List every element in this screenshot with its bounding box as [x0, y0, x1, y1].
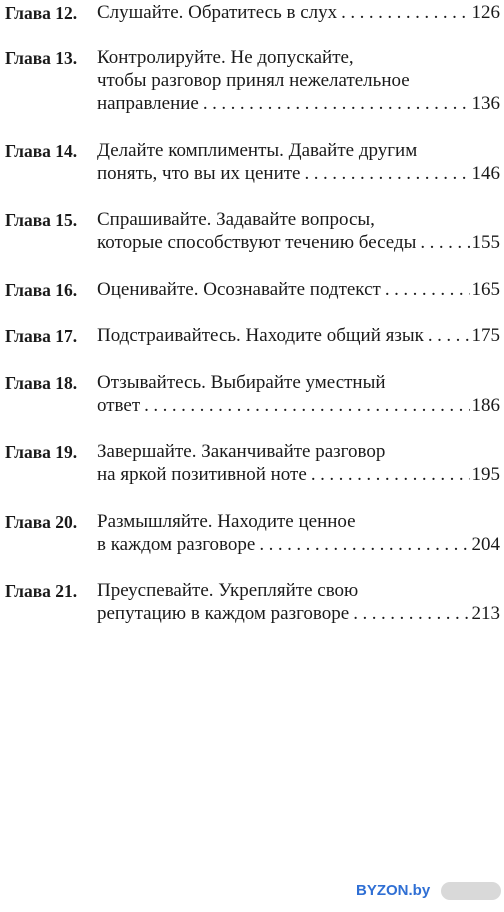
chapter-label: Глава 12. — [5, 3, 78, 23]
chapter-title-line: Делайте комплименты. Давайте другим — [97, 140, 418, 161]
chapter-title: в каждом разговоре — [97, 534, 256, 555]
toc-line — [97, 2, 500, 24]
page-number: 175 — [471, 325, 500, 346]
toc-line — [97, 163, 500, 185]
chapter-title-line: Отзывайтесь. Выбирайте уместный — [97, 372, 386, 393]
chapter-label: Глава 13. — [5, 48, 78, 68]
chapter-title-line: Преуспевайте. Укрепляйте свою — [97, 580, 359, 601]
page-number: 146 — [471, 163, 500, 184]
chapter-title: репутацию в каждом разговоре — [97, 603, 350, 624]
dot-leader — [311, 464, 470, 486]
chapter-label: Глава 19. — [5, 442, 78, 462]
toc-line — [97, 534, 500, 556]
toc-line — [97, 93, 500, 115]
toc-line — [97, 279, 500, 301]
chapter-title-line: Контролируйте. Не допускайте, — [97, 47, 354, 68]
chapter-title-line: Спрашивайте. Задавайте вопросы, — [97, 209, 375, 230]
page-number: 186 — [471, 395, 500, 416]
chapter-title: ответ — [97, 395, 141, 416]
chapter-label: Глава 20. — [5, 512, 78, 532]
page-number: 165 — [471, 279, 500, 300]
chapter-title: Подстраивайтесь. Находите общий язык — [97, 325, 424, 346]
toc-line — [97, 232, 500, 254]
watermark-text: BYZON.by — [356, 882, 431, 899]
chapter-label: Глава 16. — [5, 280, 78, 300]
chapter-title: которые способствуют течению беседы — [97, 232, 417, 253]
chapter-title: Слушайте. Обратитесь в слух — [97, 2, 338, 23]
chapter-title: на яркой позитивной ноте — [97, 464, 307, 485]
page-number: 204 — [471, 534, 500, 555]
page-number: 126 — [471, 2, 500, 23]
page-number: 136 — [471, 93, 500, 114]
chapter-title: направление — [97, 93, 199, 114]
dot-leader — [259, 534, 469, 556]
chapter-label: Глава 14. — [5, 141, 78, 161]
page-number: 155 — [471, 232, 500, 253]
chapter-title-line: Завершайте. Заканчивайте разговор — [97, 441, 386, 462]
dot-leader — [144, 395, 469, 417]
chapter-label: Глава 17. — [5, 326, 78, 346]
page-number: 213 — [471, 603, 500, 624]
chapter-title-line: чтобы разговор принял нежелательное — [97, 70, 410, 91]
chapter-label: Глава 21. — [5, 581, 78, 601]
dot-leader — [304, 163, 469, 185]
chapter-label: Глава 18. — [5, 373, 78, 393]
chapter-title: понять, что вы их цените — [97, 163, 301, 184]
toc-line — [97, 395, 500, 417]
dot-leader — [420, 232, 469, 254]
dot-leader — [385, 279, 470, 301]
dot-leader — [353, 603, 469, 625]
toc-line — [97, 464, 500, 486]
watermark-shadow — [441, 882, 501, 900]
toc-line — [97, 325, 500, 347]
chapter-title-line: Размышляйте. Находите ценное — [97, 511, 356, 532]
chapter-title: Оценивайте. Осознавайте подтекст — [97, 279, 381, 300]
dot-leader — [203, 93, 470, 115]
dot-leader — [341, 2, 469, 24]
page-number: 195 — [471, 464, 500, 485]
toc-line — [97, 603, 500, 625]
watermark — [356, 880, 504, 904]
chapter-label: Глава 15. — [5, 210, 78, 230]
dot-leader — [428, 325, 470, 347]
